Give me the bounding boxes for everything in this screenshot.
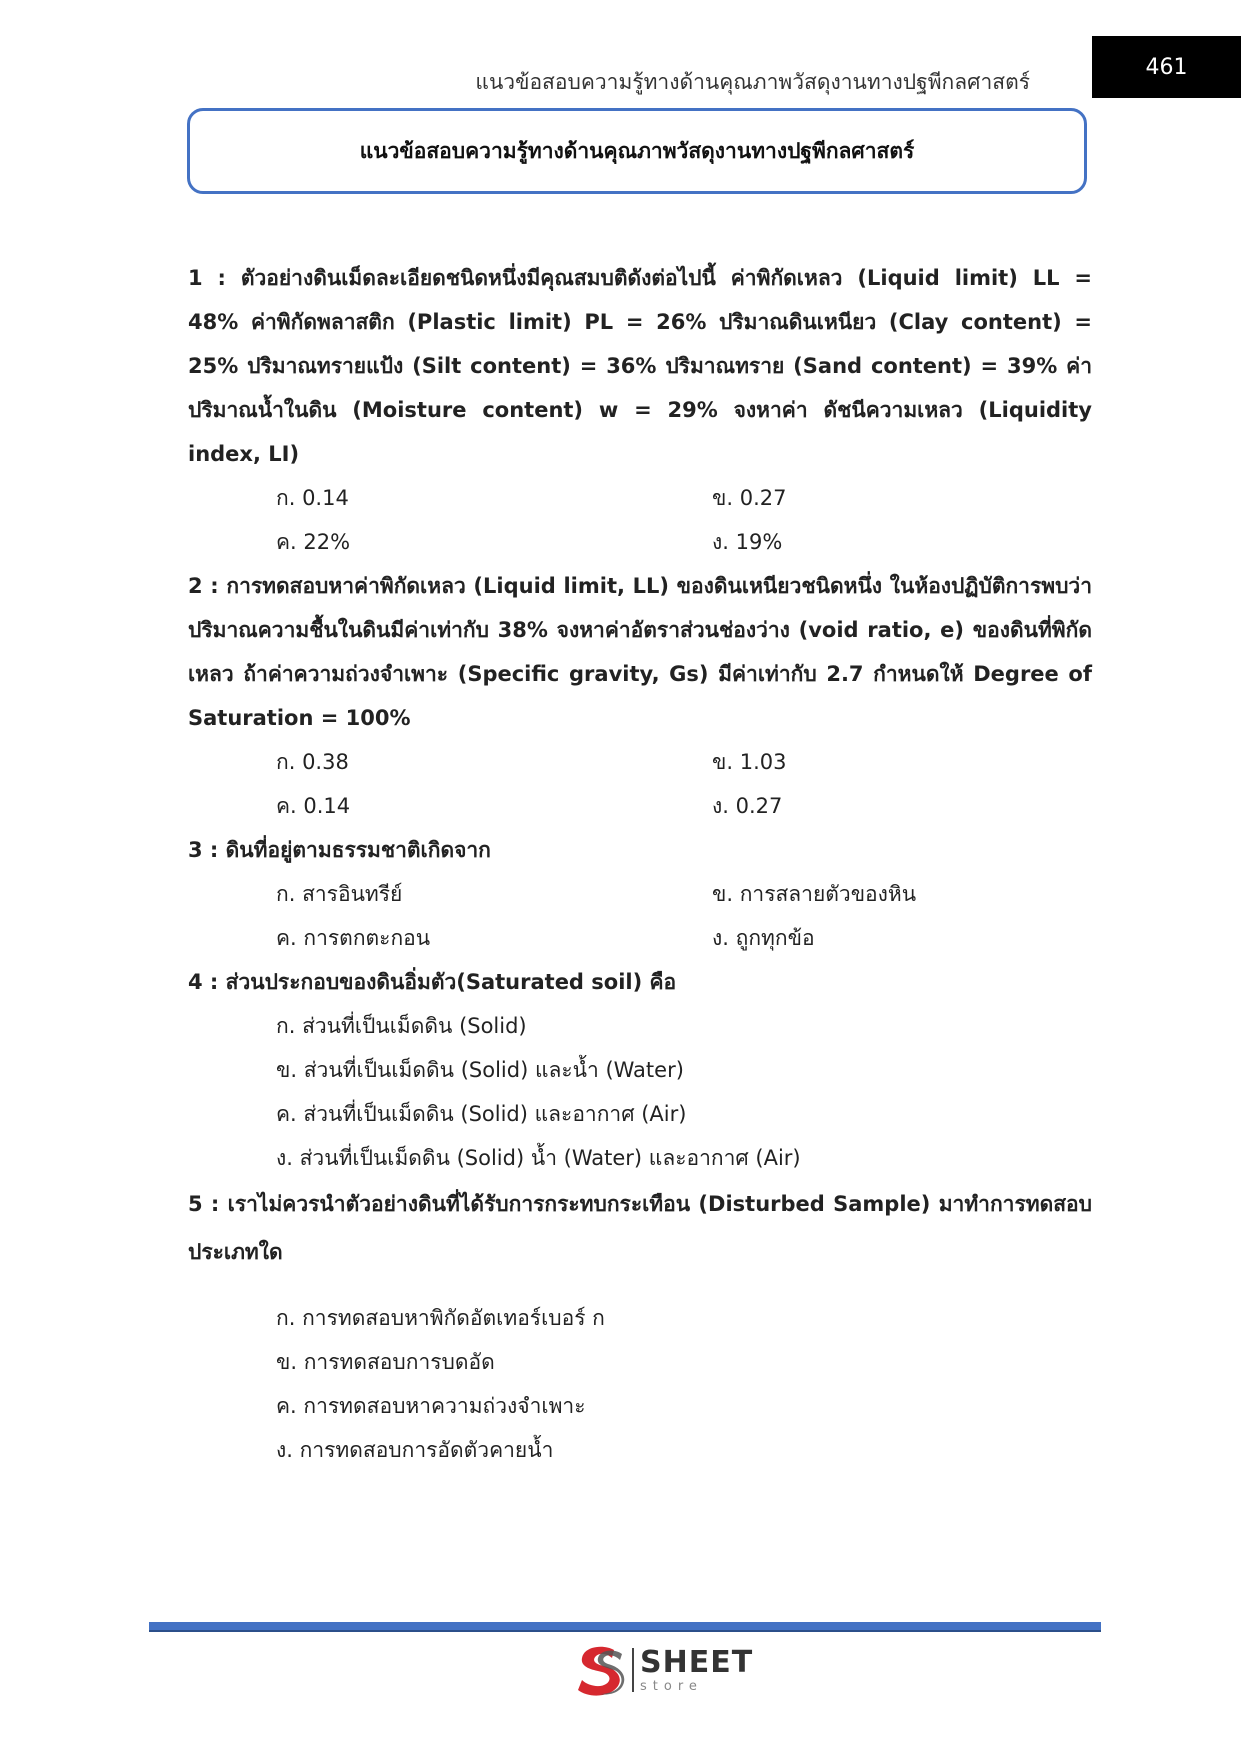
option-a: ก. ส่วนที่เป็นเม็ดดิน (Solid) xyxy=(276,1014,527,1038)
option-c: ค. ส่วนที่เป็นเม็ดดิน (Solid) และอากาศ (Air) xyxy=(276,1102,687,1126)
option-c: ค. การทดสอบหาความถ่วงจำเพาะ xyxy=(276,1394,586,1418)
answer-options xyxy=(188,476,1092,564)
option-d: ง. ถูกทุกข้อ xyxy=(712,926,815,950)
question-3 xyxy=(188,828,1092,960)
option-a: ก. การทดสอบหาพิกัดอัตเทอร์เบอร์ ก xyxy=(276,1306,605,1330)
option-a: ก. 0.14 xyxy=(276,486,349,510)
option-c: ค. 22% xyxy=(276,530,351,554)
option-b: ข. 1.03 xyxy=(712,750,787,774)
option-b: ข. การสลายตัวของหิน xyxy=(712,882,917,906)
answer-options xyxy=(188,740,1092,828)
question-text: 4 : ส่วนประกอบของดินอิ่มตัว(Saturated soil) คือ xyxy=(188,970,677,994)
option-c: ค. 0.14 xyxy=(276,794,351,818)
answer-options xyxy=(188,1296,1092,1472)
question-text: 1 : ตัวอย่างดินเม็ดละเอียดชนิดหนึ่งมีคุณสมบติดังต่อไปนี้ ค่าพิกัดเหลว (Liquid limit) LL = 48% ค่าพิกัดพลาสติก (Plastic limit) PL = 26% ปริมาณดินเหนียว (Clay content) = 25% ปริมาณทรายแป้ง (Silt content) = 36% ปริมาณทราย (Sand content) = 39% ค่าปริมาณน้ำในดิน (Moisture content) w = 29% จงหาค่า ดัชนีความเหลว (Liquidity index, LI) xyxy=(188,266,1092,466)
option-a: ก. 0.38 xyxy=(276,750,349,774)
question-text: 5 : เราไม่ควรนำตัวอย่างดินที่ได้รับการกระทบกระเทือน (Disturbed Sample) มาทำการทดสอบประเภทใด xyxy=(188,1192,1092,1264)
question-5 xyxy=(188,1180,1092,1472)
footer-divider xyxy=(149,1622,1101,1632)
section-title-box xyxy=(187,108,1087,194)
option-d: ง. 19% xyxy=(712,530,783,554)
option-b: ข. 0.27 xyxy=(712,486,787,510)
question-2 xyxy=(188,564,1092,828)
option-a: ก. สารอินทรีย์ xyxy=(276,882,403,906)
option-d: ง. การทดสอบการอัดตัวคายน้ำ xyxy=(276,1438,554,1462)
question-1 xyxy=(188,256,1092,564)
running-header-title: แนวข้อสอบความรู้ทางด้านคุณภาพวัสดุงานทางปฐพีกลศาสตร์ xyxy=(475,70,1030,94)
logo-s-icon xyxy=(574,1642,628,1698)
question-list xyxy=(188,256,1092,1472)
option-b: ข. ส่วนที่เป็นเม็ดดิน (Solid) และน้ำ (Water) xyxy=(276,1058,684,1082)
question-4 xyxy=(188,960,1092,1180)
sheet-store-logo xyxy=(574,1642,753,1698)
option-c: ค. การตกตะกอน xyxy=(276,926,431,950)
section-title: แนวข้อสอบความรู้ทางด้านคุณภาพวัสดุงานทางปฐพีกลศาสตร์ xyxy=(359,138,915,163)
question-text: 2 : การทดสอบหาค่าพิกัดเหลว (Liquid limit, LL) ของดินเหนียวชนิดหนึ่ง ในห้องปฏิบัติการพบว่าปริมาณความชื้นในดินมีค่าเท่ากับ 38% จงหาค่าอัตราส่วนช่องว่าง (void ratio, e) ของดินที่พิกัดเหลว ถ้าค่าความถ่วงจำเพาะ (Specific gravity, Gs) มีค่าเท่ากับ 2.7 กำหนดให้ Degree of Saturation = 100% xyxy=(188,574,1092,730)
option-d: ง. 0.27 xyxy=(712,794,783,818)
answer-options xyxy=(188,872,1092,960)
logo-text: SHEET xyxy=(640,1644,754,1680)
logo-subtext: store xyxy=(640,1678,703,1694)
option-b: ข. การทดสอบการบดอัด xyxy=(276,1350,495,1374)
page-number: 461 xyxy=(1092,36,1241,98)
option-d: ง. ส่วนที่เป็นเม็ดดิน (Solid) น้ำ (Water) และอากาศ (Air) xyxy=(276,1146,801,1170)
question-text: 3 : ดินที่อยู่ตามธรรมชาติเกิดจาก xyxy=(188,838,491,862)
answer-options xyxy=(188,1004,1092,1180)
